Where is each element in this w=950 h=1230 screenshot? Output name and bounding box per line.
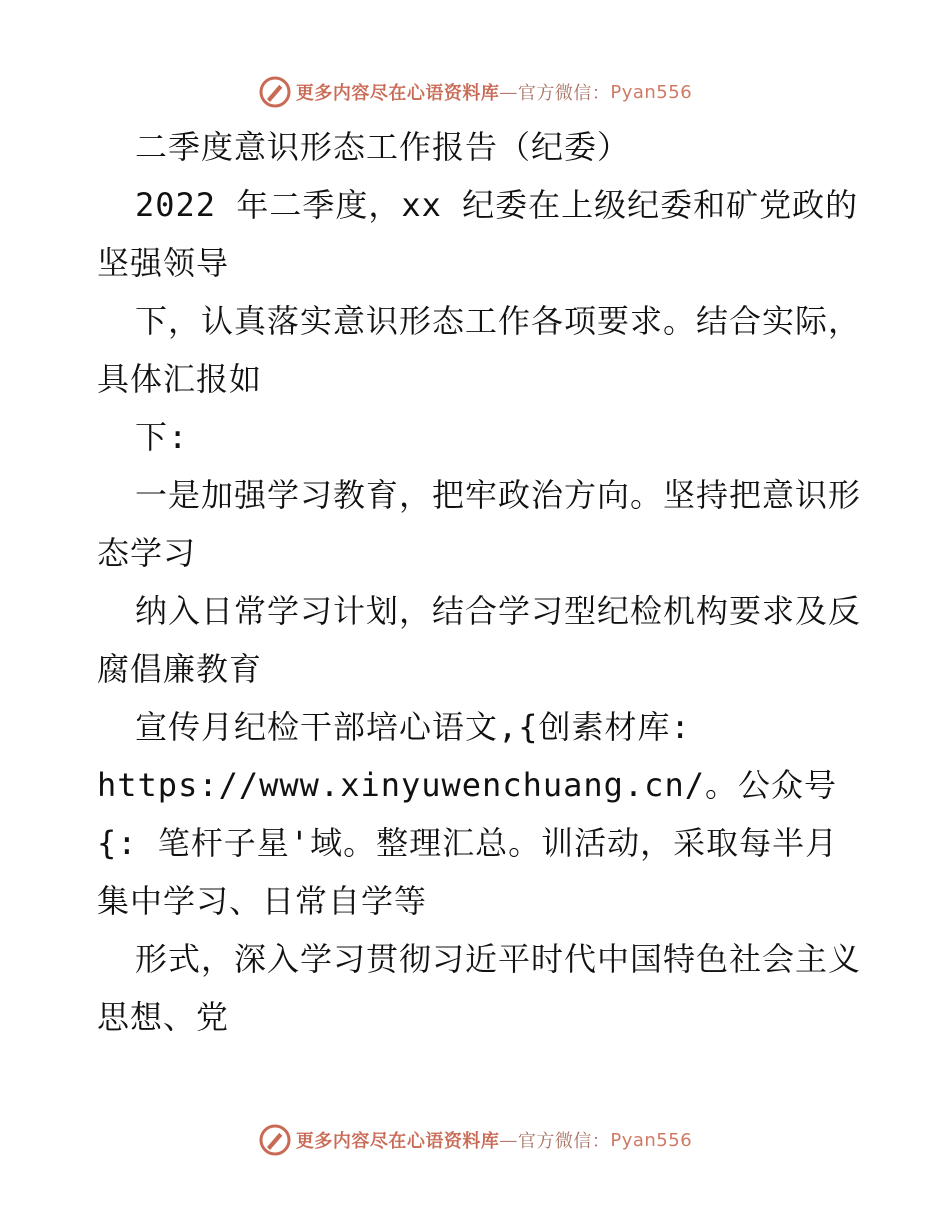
paragraph-line: 形式，深入学习贯彻习近平时代中国特色社会主义思想、党 [97, 940, 862, 1036]
paragraph-line: 下: [135, 418, 189, 456]
paragraph-line: 2022 年二季度，xx 纪委在上级纪委和矿党政的坚强领导 [97, 186, 859, 282]
quill-logo-icon [258, 1123, 292, 1157]
quill-logo-icon [258, 75, 292, 109]
paragraph-line: https://www.xinyuwenchuang.cn/。公众号{: 笔杆子星'域。整理汇总。训活动，采取每半月集中学习、日常自学等 [97, 766, 839, 920]
banner-brand-text: 更多内容尽在心语资料库 [295, 83, 500, 104]
paragraph-line: 纳入日常学习计划，结合学习型纪检机构要求及反腐倡廉教育 [97, 592, 862, 688]
banner-wechat-id: Pyan556 [610, 1129, 693, 1151]
document-body [97, 118, 867, 1046]
banner-wechat-id: Pyan556 [610, 81, 693, 103]
paragraph-line: 下，认真落实意识形态工作各项要求。结合实际，具体汇报如 [97, 302, 862, 398]
document-title: 二季度意识形态工作报告（纪委） [135, 128, 631, 166]
banner-dash: — [499, 1129, 518, 1151]
banner-official-label: 官方微信： [517, 1131, 611, 1152]
paragraph-line: 宣传月纪检干部培心语文,{创素材库: [135, 708, 691, 746]
banner-dash: — [499, 81, 518, 103]
paragraph-line: 一是加强学习教育，把牢政治方向。坚持把意识形态学习 [97, 476, 862, 572]
header-banner [0, 72, 950, 112]
banner-official-label: 官方微信： [517, 83, 611, 104]
footer-banner [0, 1120, 950, 1160]
banner-brand-text: 更多内容尽在心语资料库 [295, 1131, 500, 1152]
